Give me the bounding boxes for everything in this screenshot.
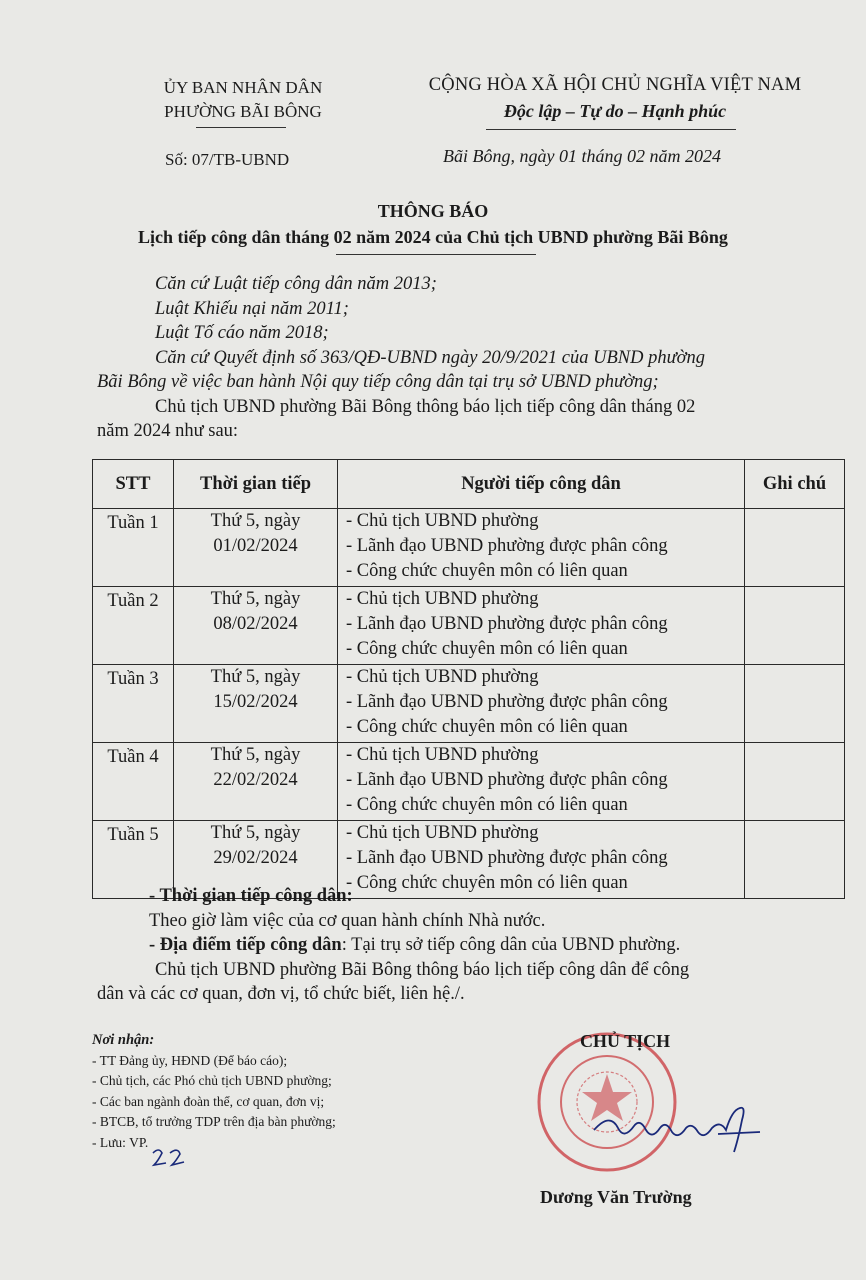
table-row [93,509,845,587]
receiver-item: - Chủ tịch UBND phường [346,823,539,843]
row-time-day: Thứ 5, ngày [210,667,301,687]
row-time-day: Thứ 5, ngày [210,589,301,609]
schedule-table [92,459,845,899]
receiver-item: - Lãnh đạo UBND phường được phân công [346,769,668,790]
receiver-item: - Công chức chuyên môn có liên quan [346,716,628,737]
closing-line: Chủ tịch UBND phường Bãi Bông thông báo lịch tiếp công dân để công [155,959,690,980]
basis-line: Luật Tố cáo năm 2018; [155,323,329,343]
row-time-day: Thứ 5, ngày [210,511,301,531]
row-time [174,665,338,743]
recipients-heading: Nơi nhận: [92,1032,155,1048]
table-row [93,665,845,743]
receiver-item: - Lãnh đạo UBND phường được phân công [346,847,668,868]
place-line [97,933,827,958]
footer-section [97,884,827,1007]
recipient-item: - Chủ tịch, các Phó chủ tịch UBND phường; [92,1073,332,1088]
row-receivers [338,743,745,821]
document-subtitle: Lịch tiếp công dân tháng 02 năm 2024 của Chủ tịch UBND phường Bãi Bông [138,227,728,247]
time-text: Theo giờ làm việc của cơ quan hành chính Nhà nước. [149,910,546,931]
row-note [745,509,845,587]
table-row [93,743,845,821]
recipients-block [92,1030,336,1153]
issuer-line1: ỦY BAN NHÂN DÂN [163,78,323,97]
issuer-underline [196,127,286,128]
basis-line: Luật Khiếu nại năm 2011; [155,298,349,319]
row-time [174,587,338,665]
signer-position: CHỦ TỊCH [580,1031,671,1051]
receiver-item: - Công chức chuyên môn có liên quan [346,794,628,815]
receiver-item: - Công chức chuyên môn có liên quan [346,560,628,581]
row-time-day: Thứ 5, ngày [210,823,301,843]
handwritten-signature [590,1100,765,1160]
document-date: Bãi Bông, ngày 01 tháng 02 năm 2024 [443,146,721,166]
document-number: Số: 07/TB-UBND [165,150,290,169]
receiver-item: - Chủ tịch UBND phường [346,745,539,765]
basis-line: Bãi Bông về việc ban hành Nội quy tiếp công dân tại trụ sở UBND phường; [97,372,659,392]
header-note: Ghi chú [745,460,845,509]
time-label: - Thời gian tiếp công dân: [149,886,353,906]
receiver-item: - Lãnh đạo UBND phường được phân công [346,613,668,634]
receiver-item: - Chủ tịch UBND phường [346,589,539,609]
row-time-date: 29/02/2024 [213,847,298,868]
row-stt: Tuần 3 [93,665,174,743]
receiver-item: - Lãnh đạo UBND phường được phân công [346,535,668,556]
national-title: CỘNG HÒA XÃ HỘI CHỦ NGHĨA VIỆT NAM [428,75,802,95]
receiver-item: - Công chức chuyên môn có liên quan [346,872,628,893]
row-note [745,743,845,821]
recipient-item: - Lưu: VP. [92,1134,149,1150]
row-time [174,509,338,587]
signer-name: Dương Văn Trường [540,1187,692,1207]
row-receivers [338,509,745,587]
table-row [93,587,845,665]
handwritten-note [150,1145,190,1169]
national-motto: Độc lập – Tự do – Hạnh phúc [503,101,727,121]
place-label: - Địa điểm tiếp công dân [149,935,342,955]
row-time-day: Thứ 5, ngày [210,745,301,765]
row-stt: Tuần 2 [93,587,174,665]
row-stt: Tuần 1 [93,509,174,587]
row-time-date: 15/02/2024 [213,691,298,712]
row-time-date: 01/02/2024 [213,535,298,556]
row-receivers [338,665,745,743]
recipient-item: - BTCB, tổ trưởng TDP trên địa bàn phường; [92,1114,336,1129]
row-receivers [338,587,745,665]
issuer-block [118,76,368,124]
table-header-row [93,460,845,509]
basis-line: Căn cứ Quyết định số 363/QĐ-UBND ngày 20/9/2021 của UBND phường [155,347,706,368]
row-stt: Tuần 4 [93,743,174,821]
intro-line: năm 2024 như sau: [97,421,239,441]
row-note [745,587,845,665]
place-text: : Tại trụ sở tiếp công dân của UBND phường. [341,935,681,955]
basis-section [97,272,817,444]
receiver-item: - Công chức chuyên môn có liên quan [346,638,628,659]
basis-line: Căn cứ Luật tiếp công dân năm 2013; [155,274,437,294]
header-receiver: Người tiếp công dân [338,460,745,509]
receiver-item: - Chủ tịch UBND phường [346,511,539,531]
receiver-item: - Lãnh đạo UBND phường được phân công [346,691,668,712]
intro-line: Chủ tịch UBND phường Bãi Bông thông báo lịch tiếp công dân tháng 02 [155,396,696,417]
row-note [745,665,845,743]
row-time-date: 08/02/2024 [213,613,298,634]
receiver-item: - Chủ tịch UBND phường [346,667,539,687]
header-stt: STT [93,460,174,509]
recipient-item: - TT Đảng ủy, HĐND (Để báo cáo); [92,1052,288,1068]
row-time [174,743,338,821]
closing-line: dân và các cơ quan, đơn vị, tổ chức biết, liên hệ./. [97,984,465,1004]
national-title-block [380,72,850,124]
row-time-date: 22/02/2024 [213,769,298,790]
header-time: Thời gian tiếp [174,460,338,509]
motto-underline [486,129,736,130]
recipient-item: - Các ban ngành đoàn thể, cơ quan, đơn vị; [92,1093,325,1109]
issuer-line2: PHƯỜNG BÃI BÔNG [164,102,322,121]
row-stt: Tuần 5 [93,821,174,899]
document-title: THÔNG BÁO [377,201,489,221]
subtitle-underline [336,254,536,255]
